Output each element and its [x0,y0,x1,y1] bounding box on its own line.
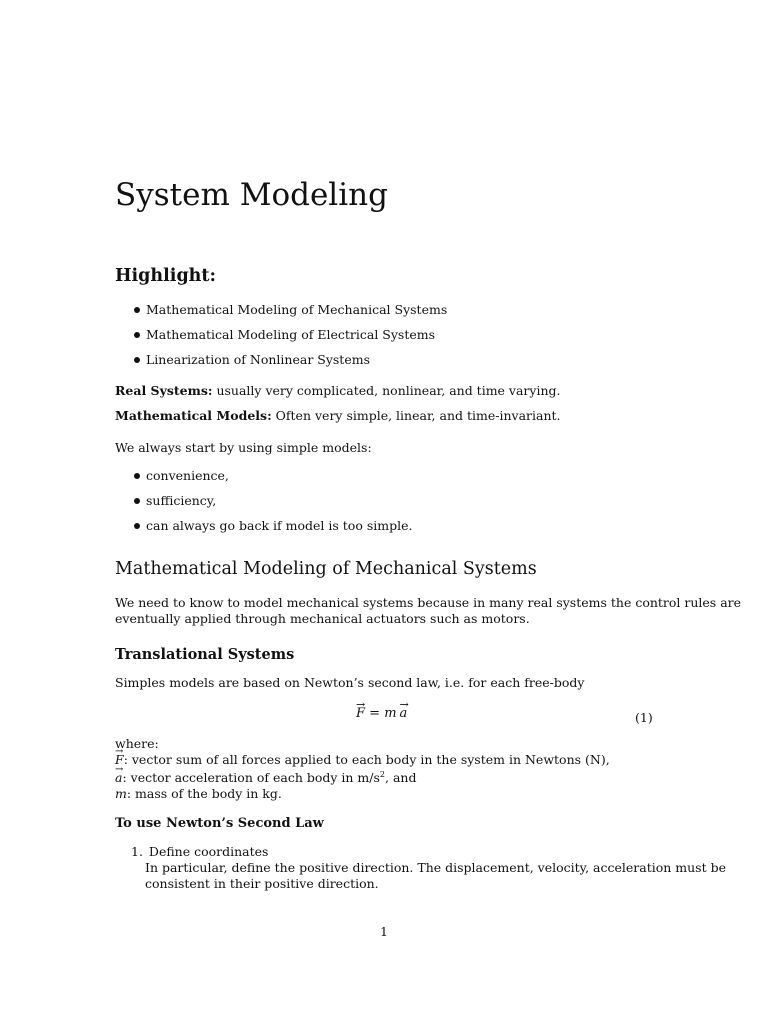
list-item: Mathematical Modeling of Mechanical Systems [115,302,447,327]
section-paragraph: We need to know to model mechanical systems because in many real systems the control rules are eventually applied through mechanical actuators such as motors. [115,595,742,626]
bullet-icon [134,357,140,363]
mass-symbol: m [384,706,397,721]
subsection-heading: Translational Systems [115,646,295,663]
math-models-label: Mathematical Models: [115,408,272,423]
equation-number: (1) [635,710,653,725]
newton-steps-heading: To use Newton’s Second Law [115,816,324,831]
acceleration-vector-symbol: → a [400,705,408,723]
list-item: convenience, [115,468,412,493]
list-item [131,844,726,860]
bullet-icon [134,498,140,504]
force-vector-symbol: → F [356,705,365,723]
definition-force: → F: vector sum of all forces applied to each body in the system in Newtons (N), [115,752,610,768]
newton-steps-list [131,844,726,892]
bullet-icon [134,332,140,338]
step-number: 1. [131,844,143,859]
simple-models-intro: We always start by using simple models: [115,440,372,455]
list-item: sufficiency, [115,493,412,518]
list-item: can always go back if model is too simple. [115,518,412,543]
list-item: Mathematical Modeling of Electrical Systems [115,327,447,352]
highlight-list [115,302,447,377]
where-label: where: [115,736,159,751]
section-heading: Mathematical Modeling of Mechanical Systems [115,559,537,579]
math-models-paragraph: Mathematical Models: Often very simple, linear, and time-invariant. [115,408,561,423]
definition-acceleration: → a: vector acceleration of each body in $m/s^2$, and [115,767,610,786]
step-description: In particular, define the positive direction. The displacement, velocity, acceleration must be consistent in their positive direction. [145,860,726,891]
variable-definitions [115,736,610,801]
list-item: Linearization of Nonlinear Systems [115,352,447,377]
real-systems-paragraph: Real Systems: usually very complicated, nonlinear, and time varying. [115,383,561,398]
highlight-heading: Highlight: [115,266,216,286]
simple-models-list [115,468,412,543]
bullet-icon [134,523,140,529]
bullet-icon [134,307,140,313]
step-title: Define coordinates [148,844,269,859]
newton-equation: → F = m→ a [356,705,407,723]
bullet-icon [134,473,140,479]
real-systems-label: Real Systems: [115,383,213,398]
definition-mass: m: mass of the body in kg. [115,785,282,801]
page-number: 1 [380,924,388,939]
page-title: System Modeling [115,177,388,213]
subsection-intro: Simples models are based on Newton’s second law, i.e. for each free-body [115,675,585,690]
